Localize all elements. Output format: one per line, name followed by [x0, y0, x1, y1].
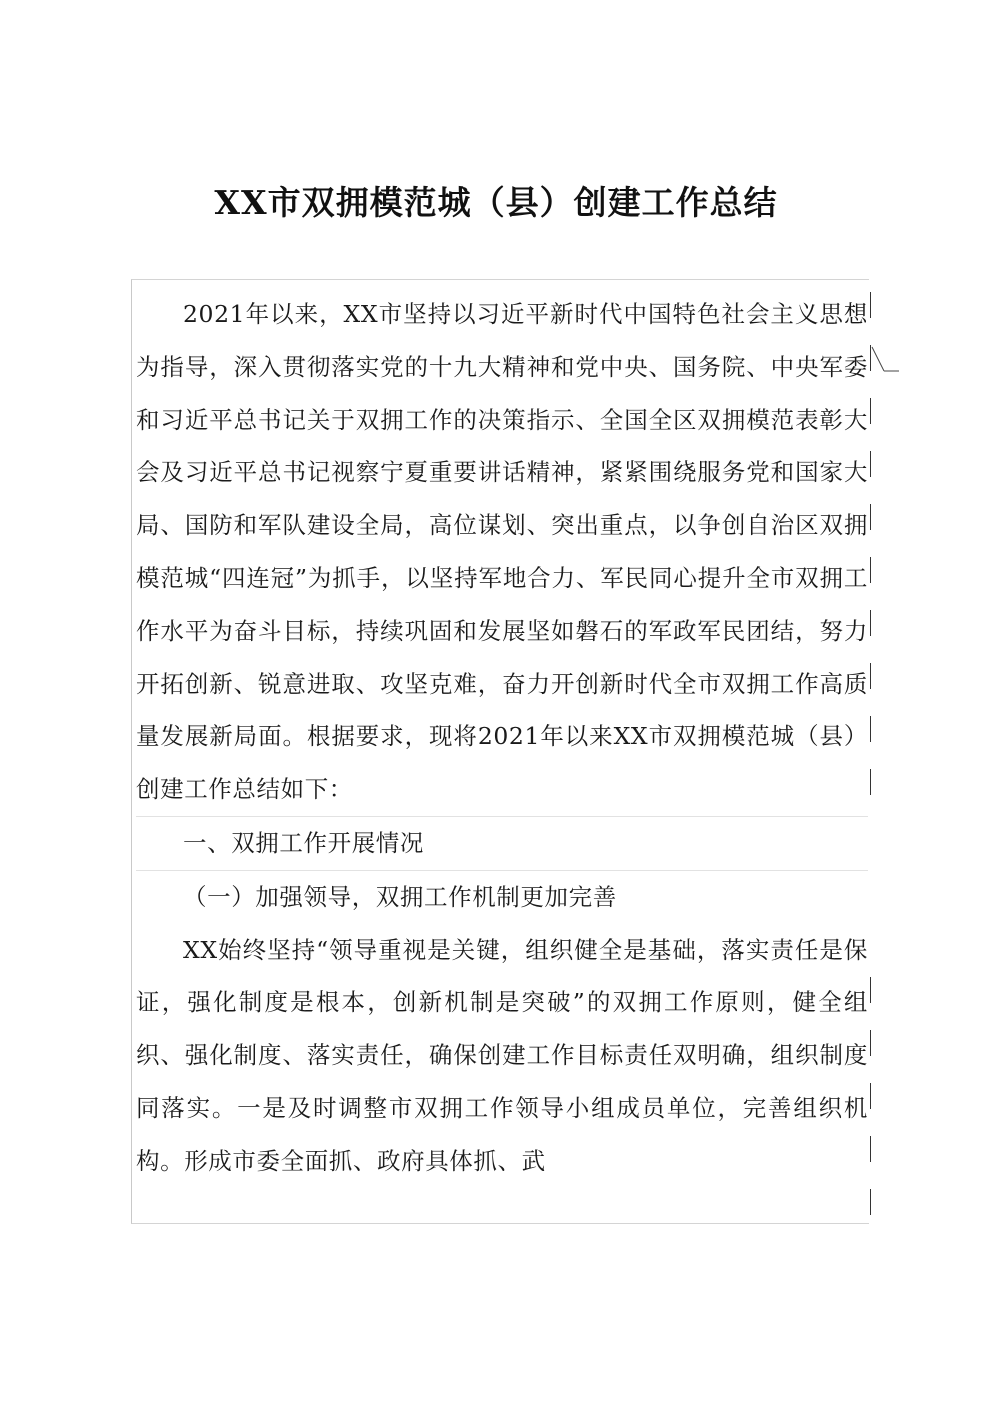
revision-mark: [870, 1136, 871, 1162]
revision-mark: [870, 1083, 871, 1109]
revision-mark: [870, 557, 871, 583]
revision-mark: [870, 663, 871, 689]
revision-mark: [870, 292, 871, 318]
section-heading: 一、双拥工作开展情况: [183, 828, 424, 857]
subsection-heading: （一）加强领导，双拥工作机制更加完善: [183, 882, 617, 911]
document-body: [136, 288, 868, 1188]
revision-mark: [870, 504, 871, 530]
revision-mark: [870, 1030, 871, 1056]
revision-mark: [870, 610, 871, 636]
intro-paragraph: 2021年以来，XX市坚持以习近平新时代中国特色社会主义思想为指导，深入贯彻落实党的十九大精神和党中央、国务院、中央军委和习近平总书记关于双拥工作的决策指示、全国全区双拥模范表彰大会及习近平总书记视察宁夏重要讲话精神，紧紧围绕服务党和国家大局、国防和军队建设全局，高位谋划、突出重点，以争创自治区双拥模范城“四连冠”为抓手，以坚持军地合力、军民同心提升全市双拥工作水平为奋斗目标，持续巩固和发展坚如磐石的军政军民团结，努力开拓创新、锐意进取、攻坚克难，奋力开创新时代全市双拥工作高质量发展新局面。根据要求，现将2021年以来XX市双拥模范城（县）创建工作总结如下：: [136, 300, 868, 804]
revision-mark: [870, 769, 871, 795]
body-paragraph: XX始终坚持“领导重视是关键，组织健全是基础，落实责任是保证，强化制度是根本，创新机制是突破”的双拥工作原则，健全组织、强化制度、落实责任，确保创建工作目标责任双明确，组织制度同落实。一是及时调整市双拥工作领导小组成员单位，完善组织机构。形成市委全面抓、政府具体抓、武: [136, 935, 868, 1175]
revision-mark: [870, 977, 871, 1003]
revision-mark: [870, 398, 871, 424]
document-title: XX市双拥模范城（县）创建工作总结: [214, 183, 778, 222]
line-continuation-mark: [870, 343, 900, 375]
revision-mark: [870, 716, 871, 742]
revision-mark: [870, 451, 871, 477]
revision-mark: [870, 1189, 871, 1215]
